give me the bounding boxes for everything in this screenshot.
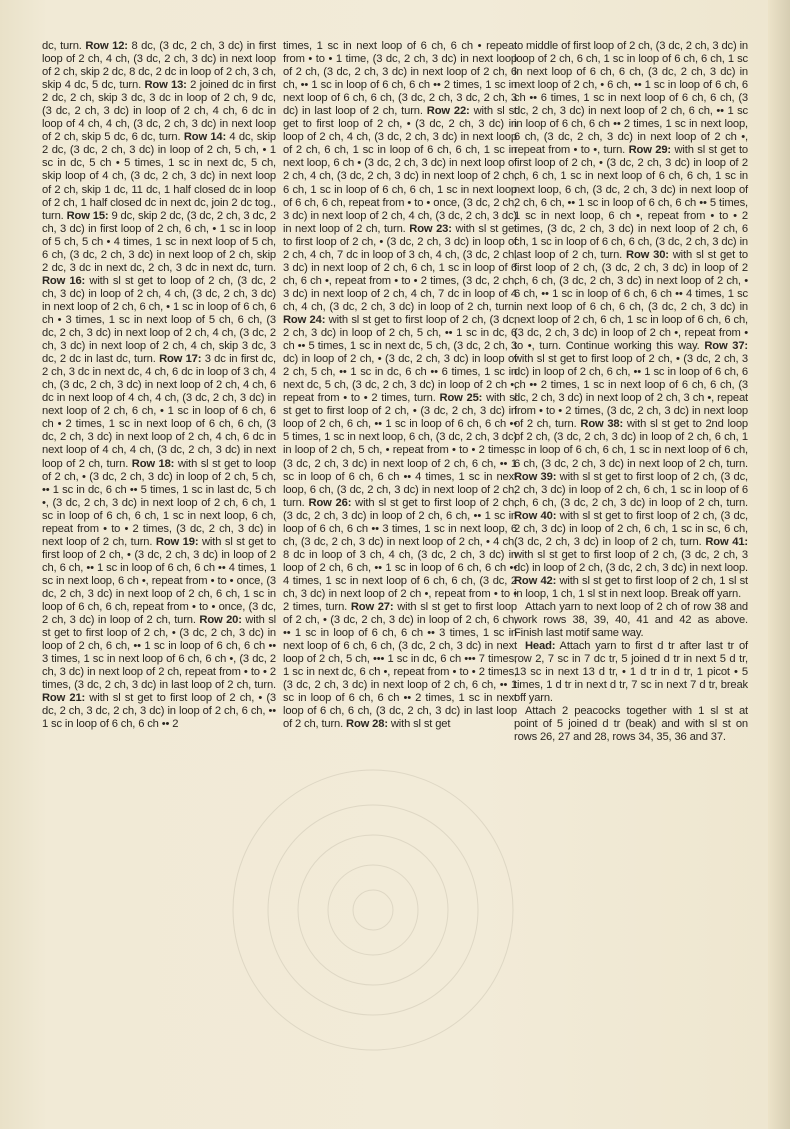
column-3-paragraph-attach: Attach yarn to next loop of 2 ch of row 38 and work rows 38, 39, 40, 41 and 42 as above. Finish last motif same way. bbox=[514, 601, 748, 640]
column-2-paragraph: times, 1 sc in next loop of 6 ch, 6 ch • repeat from • to • 1 time, (3 dc, 2 ch, 3 dc) in next loop of 2 ch, (3 dc, 2 ch, 3 dc) in next loop of 2 ch, 6 ch, •• 1 sc in loop of 6 ch, 6 ch •• 2 times, 1 sc in next loop of 6 ch, 6 ch, (3 dc, 2 ch, 3 dc, 2 ch, 3 dc) in last loop of 2 ch, turn. Row 22: with sl st get to first loop of 2 ch, • (3 dc, 2 ch, 3 dc) in loop of 2 ch, 4 ch, (3 dc, 2 ch, 3 dc) in next loop of 2 ch, 6 ch, 1 sc in loop of 6 ch, 6 ch, 1 sc in next loop, 6 ch • (3 dc, 2 ch, 3 dc) in next loop of 2 ch, 4 ch, (3 dc, 2 ch, 3 dc) in next loop of 2 ch, 6 ch, 1 sc in loop of 6 ch, 6 ch, 1 sc in next loop of 6 ch, 6 ch, repeat from • to • once, (3 dc, 2 ch, 3 dc) in next loop of 2 ch, 4 ch, (3 dc, 2 ch, 3 dc) in next loop of 2 ch, turn. Row 23: with sl st get to first loop of 2 ch, • (3 dc, 2 ch, 3 dc) in loop of 2 ch, 4 ch, 7 dc in loop of 3 ch, 4 ch, (3 dc, 2 ch, 3 dc) in next loop of 2 ch, 6 ch, 1 sc in loop of 6 ch, 6 ch •, repeat from • to • 2 times, (3 dc, 2 ch, 3 dc) in next loop of 2 ch, 4 ch, 7 dc in loop of 4 ch, 4 ch, (3 dc, 2 ch, 3 dc) in loop of 2 ch, turn. Row 24: with sl st get to first loop of 2 ch, (3 dc, 2 ch, 3 dc) in loop of 2 ch, 5 ch, •• 1 sc in dc, 6 ch •• 5 times, 1 sc in next dc, 5 ch, (3 dc, 2 ch, 3 dc) in loop of 2 ch, • (3 dc, 2 ch, 3 dc) in loop of 2 ch, 5 ch, •• 1 sc in dc, 6 ch •• 6 times, 1 sc in next dc, 5 ch, (3 dc, 2 ch, 3 dc) in loop of 2 ch •, repeat from • to • 2 times, turn. Row 25: with sl st get to first loop of 2 ch, • (3 dc, 2 ch, 3 dc) in loop of 2 ch, 6 ch, •• 1 sc in loop of 6 ch, 6 ch •• 5 times, 1 sc in next loop, 6 ch, (3 dc, 2 ch, 3 dc) in loop of 2 ch, 5 ch, • repeat from • to • 2 times, (3 dc, 2 ch, 3 dc) in next loop of 2 ch, 6 ch, •• 1 sc in loop of 6 ch, 6 ch •• 4 times, 1 sc in next loop, 6 ch, (3 dc, 2 ch, 3 dc) in next loop of 2 ch, turn. Row 26: with sl st get to first loop of 2 ch, (3 dc, 2 ch, 3 dc) in loop of 2 ch, 6 ch, •• 1 sc in loop of 6 ch, 6 ch •• 3 times, 1 sc in next loop, 6 ch, (3 dc, 2 ch, 3 dc) in next loop of 2 ch, • 4 ch, 8 dc in loop of 3 ch, 4 ch, (3 dc, 2 ch, 3 dc) in loop of 2 ch, 6 ch, •• 1 sc in loop of 6 ch, 6 ch •• 4 times, 1 sc in next loop of 6 ch, 6 ch, (3 dc, 2 ch, 3 dc) in next loop of 2 ch •, repeat from • to • 2 times, turn. Row 27: with sl st get to first loop of 2 ch, • (3 dc, 2 ch, 3 dc) in loop of 2 ch, 6 ch, •• 1 sc in loop of 6 ch, 6 ch •• 3 times, 1 sc in next loop of 6 ch, 6 ch, (3 dc, 2 ch, 3 dc) in next loop of 2 ch, 5 ch, ••• 1 sc in dc, 6 ch ••• 7 times, 1 sc in next dc, 6 ch •, repeat from • to • 2 times, (3 dc, 2 ch, 3 dc) in next loop of 2 ch, 6 ch, •• 1 sc in loop of 6 ch, 6 ch •• 2 times, 1 sc in next loop of 6 ch, 6 ch, (3 dc, 2 ch, 3 dc) in last loop of 2 ch, turn. Row 28: with sl st get bbox=[283, 40, 518, 731]
text-column-1 bbox=[42, 40, 276, 845]
column-3-paragraph-assemble: Attach 2 peacocks together with 1 sl st at point of 5 joined d tr (beak) and with sl st on rows 26, 27 and 28, rows 34, 35, 36 and 37. bbox=[514, 705, 748, 744]
column-3-paragraph-head: Head: Attach yarn to first d tr after last tr of row 2, 7 sc in 7 dc tr, 5 joined d tr in next 5 d tr, 13 sc in next 13 d tr, • 1 d tr in d tr, 1 picot • 5 times, 1 d tr in next d tr, 7 sc in next 7 d tr, break off yarn. bbox=[514, 640, 748, 705]
page-edge bbox=[768, 0, 790, 1129]
column-3-paragraph-rows: to middle of first loop of 2 ch, (3 dc, 2 ch, 3 dc) in loop of 2 ch, 6 ch, 1 sc in loop of 6 ch, 6 ch, 1 sc in next loop of 6 ch, 6 ch, (3 dc, 2 ch, 3 dc) in next loop of 2 ch, • 6 ch, •• 1 sc in loop of 6 ch, 6 ch •• 6 times, 1 sc in next loop of 6 ch, 6 ch, (3 dc, 2 ch, 3 dc) in next loop of 2 ch, 6 ch, •• 1 sc in loop of 6 ch, 6 ch •• 2 times, 1 sc in next loop, 6 ch, (3 dc, 2 ch, 3 dc) in next loop of 2 ch •, repeat from • to •, turn. Row 29: with sl st get to first loop of 2 ch, • (3 dc, 2 ch, 3 dc) in loop of 2 ch, 6 ch, 1 sc in next loop of 6 ch, 6 ch, 1 sc in next loop, 6 ch, (3 dc, 2 ch, 3 dc) in next loop of 2 ch, 6 ch, •• 1 sc in loop of 6 ch, 6 ch •• 5 times, 1 sc in next loop, 6 ch •, repeat from • to • 2 times, (3 dc, 2 ch, 3 dc) in next loop of 2 ch, 6 ch, 1 sc in loop of 6 ch, 6 ch, (3 dc, 2 ch, 3 dc) in last loop of 2 ch, turn. Row 30: with sl st get to first loop of 2 ch, (3 dc, 2 ch, 3 dc) in loop of 2 ch, 6 ch, (3 dc, 2 ch, 3 dc) in next loop of 2 ch, • 6 ch, •• 1 sc in loop of 6 ch, 6 ch •• 4 times, 1 sc in next loop of 6 ch, 6 ch, (3 dc, 2 ch, 3 dc) in next loop of 2 ch, 6 ch, 1 sc in loop of 6 ch, 6 ch, (3 dc, 2 ch, 3 dc) in loop of 2 ch •, repeat from • to •, turn. Continue working this way. Row 37: with sl st get to first loop of 2 ch, • (3 dc, 2 ch, 3 dc) in loop of 2 ch, 6 ch, •• 1 sc in loop of 6 ch, 6 ch •• 2 times, 1 sc in next loop of 6 ch, 6 ch, (3 dc, 2 ch, 3 dc) in next loop of 2 ch, 3 ch •, repeat from • to • 2 times, (3 dc, 2 ch, 3 dc) in next loop of 2 ch, turn. Row 38: with sl st get to 2nd loop of 2 ch, (3 dc, 2 ch, 3 dc) in loop of 2 ch, 6 ch, 1 sc in loop of 6 ch, 6 ch, 1 sc in next loop of 6 ch, 6 ch, (3 dc, 2 ch, 3 dc) in next loop of 2 ch, turn. Row 39: with sl st get to first loop of 2 ch, (3 dc, 2 ch, 3 dc) in loop of 2 ch, 6 ch, 1 sc in loop of 6 ch, 6 ch, (3 dc, 2 ch, 3 dc) in loop of 2 ch, turn. Row 40: with sl st get to first loop of 2 ch, (3 dc, 2 ch, 3 dc) in loop of 2 ch, 6 ch, 1 sc in sc, 6 ch, (3 dc, 2 ch, 3 dc) in loop of 2 ch, turn. Row 41: with sl st get to first loop of 2 ch, (3 dc, 2 ch, 3 dc) in loop of 2 ch, (3 dc, 2 ch, 3 dc) in next loop. Row 42: with sl st get to first loop of 2 ch, 1 sl st in loop, 1 ch, 1 sl st in next loop. Break off yarn. bbox=[514, 40, 749, 600]
text-column-2 bbox=[283, 40, 517, 800]
column-1-paragraph: dc, turn. Row 12: 8 dc, (3 dc, 2 ch, 3 dc) in first loop of 2 ch, 4 ch, (3 dc, 2 ch, 3 dc) in next loop of 2 ch, skip 2 dc, 8 dc, 2 dc in loop of 2 ch, 3 ch, skip 4 dc, 5 dc, turn. Row 13: 2 joined dc in first 2 dc, 2 ch, skip 3 dc, 3 dc in loop of 2 ch, 9 dc, (3 dc, 2 ch, 3 dc) in loop of 2 ch, 4 ch, 6 dc in loop of 4 ch, 4 ch, (3 dc, 2 ch, 3 dc) in next loop of 2 ch, skip 5 dc, 6 dc, turn. Row 14: 4 dc, skip 2 dc, (3 dc, 2 ch, 3 dc) in loop of 2 ch, 5 ch, • 1 sc in dc, 5 ch • 5 times, 1 sc in next dc, 5 ch, skip loop of 4 ch, (3 dc, 2 ch, 3 dc) in next loop of 2 ch, skip 1 dc, 11 dc, 1 half closed dc in loop of 2 ch, 1 half closed dc in next dc, join 2 dc tog., turn. Row 15: 9 dc, skip 2 dc, (3 dc, 2 ch, 3 dc, 2 ch, 3 dc) in first loop of 2 ch, 6 ch, • 1 sc in loop of 5 ch, 5 ch • 4 times, 1 sc in next loop of 5 ch, 6 ch, (3 dc, 2 ch, 3 dc) in next loop of 2 ch, skip 2 dc, 3 dc in next dc, 2 ch, 3 dc in next dc, turn. Row 16: with sl st get to loop of 2 ch, (3 dc, 2 ch, 3 dc) in loop of 2 ch, 4 ch, (3 dc, 2 ch, 3 dc) in next loop of 2 ch, 6 ch, • 1 sc in loop of 6 ch, 6 ch • 3 times, 1 sc in next loop of 5 ch, 6 ch, (3 dc, 2 ch, 3 dc) in next loop of 2 ch, 4 ch, (3 dc, 2 ch, 3 dc) in next loop of 2 ch, 4 ch, skip 3 dc, 3 dc, 2 dc in last dc, turn. Row 17: 3 dc in first dc, 2 ch, 3 dc in next dc, 4 ch, 6 dc in loop of 3 ch, 4 ch, (3 dc, 2 ch, 3 dc) in next loop of 2 ch, 4 ch, 6 dc in next loop of 4 ch, 4 ch, (3 dc, 2 ch, 3 dc) in next loop of 2 ch, 6 ch, • 1 sc in loop of 6 ch, 6 ch • 2 times, 1 sc in next loop of 6 ch, 6 ch, (3 dc, 2 ch, 3 dc) in next loop of 2 ch, 4 ch, 6 dc in next loop of 4 ch, 4 ch, (3 dc, 2 ch, 3 dc) in next loop of 2 ch, turn. Row 18: with sl st get to loop of 2 ch, • (3 dc, 2 ch, 3 dc) in loop of 2 ch, 5 ch, •• 1 sc in dc, 6 ch •• 5 times, 1 sc in last dc, 5 ch •, (3 dc, 2 ch, 3 dc) in next loop of 2 ch, 6 ch, 1 sc in loop of 6 ch, 6 ch, 1 sc in next loop, 6 ch, repeat from • to • 2 times, (3 dc, 2 ch, 3 dc) in next loop of 2 ch, turn. Row 19: with sl st get to first loop of 2 ch, • (3 dc, 2 ch, 3 dc) in loop of 2 ch, 6 ch, •• 1 sc in loop of 6 ch, 6 ch •• 4 times, 1 sc in next loop, 6 ch •, repeat from • to • once, (3 dc, 2 ch, 3 dc) in next loop of 2 ch, 6 ch, 1 sc in loop of 6 ch, 6 ch, repeat from • to • once, (3 dc, 2 ch, 3 dc) in loop of 2 ch, turn. Row 20: with sl st get to first loop of 2 ch, • (3 dc, 2 ch, 3 dc) in loop of 2 ch, 6 ch, •• 1 sc in loop of 6 ch, 6 ch •• 3 times, 1 sc in next loop of 6 ch, 6 ch •, (3 dc, 2 ch, 3 dc) in next loop of 2 ch, repeat from • to • 2 times, (3 dc, 2 ch, 3 dc) in last loop of 2 ch, turn. Row 21: with sl st get to first loop of 2 ch, • (3 dc, 2 ch, 3 dc, 2 ch, 3 dc) in loop of 2 ch, 6 ch, •• 1 sc in loop of 6 ch, 6 ch •• 2 bbox=[42, 40, 277, 731]
show-through-doily bbox=[283, 820, 583, 1120]
text-column-3 bbox=[514, 40, 749, 744]
